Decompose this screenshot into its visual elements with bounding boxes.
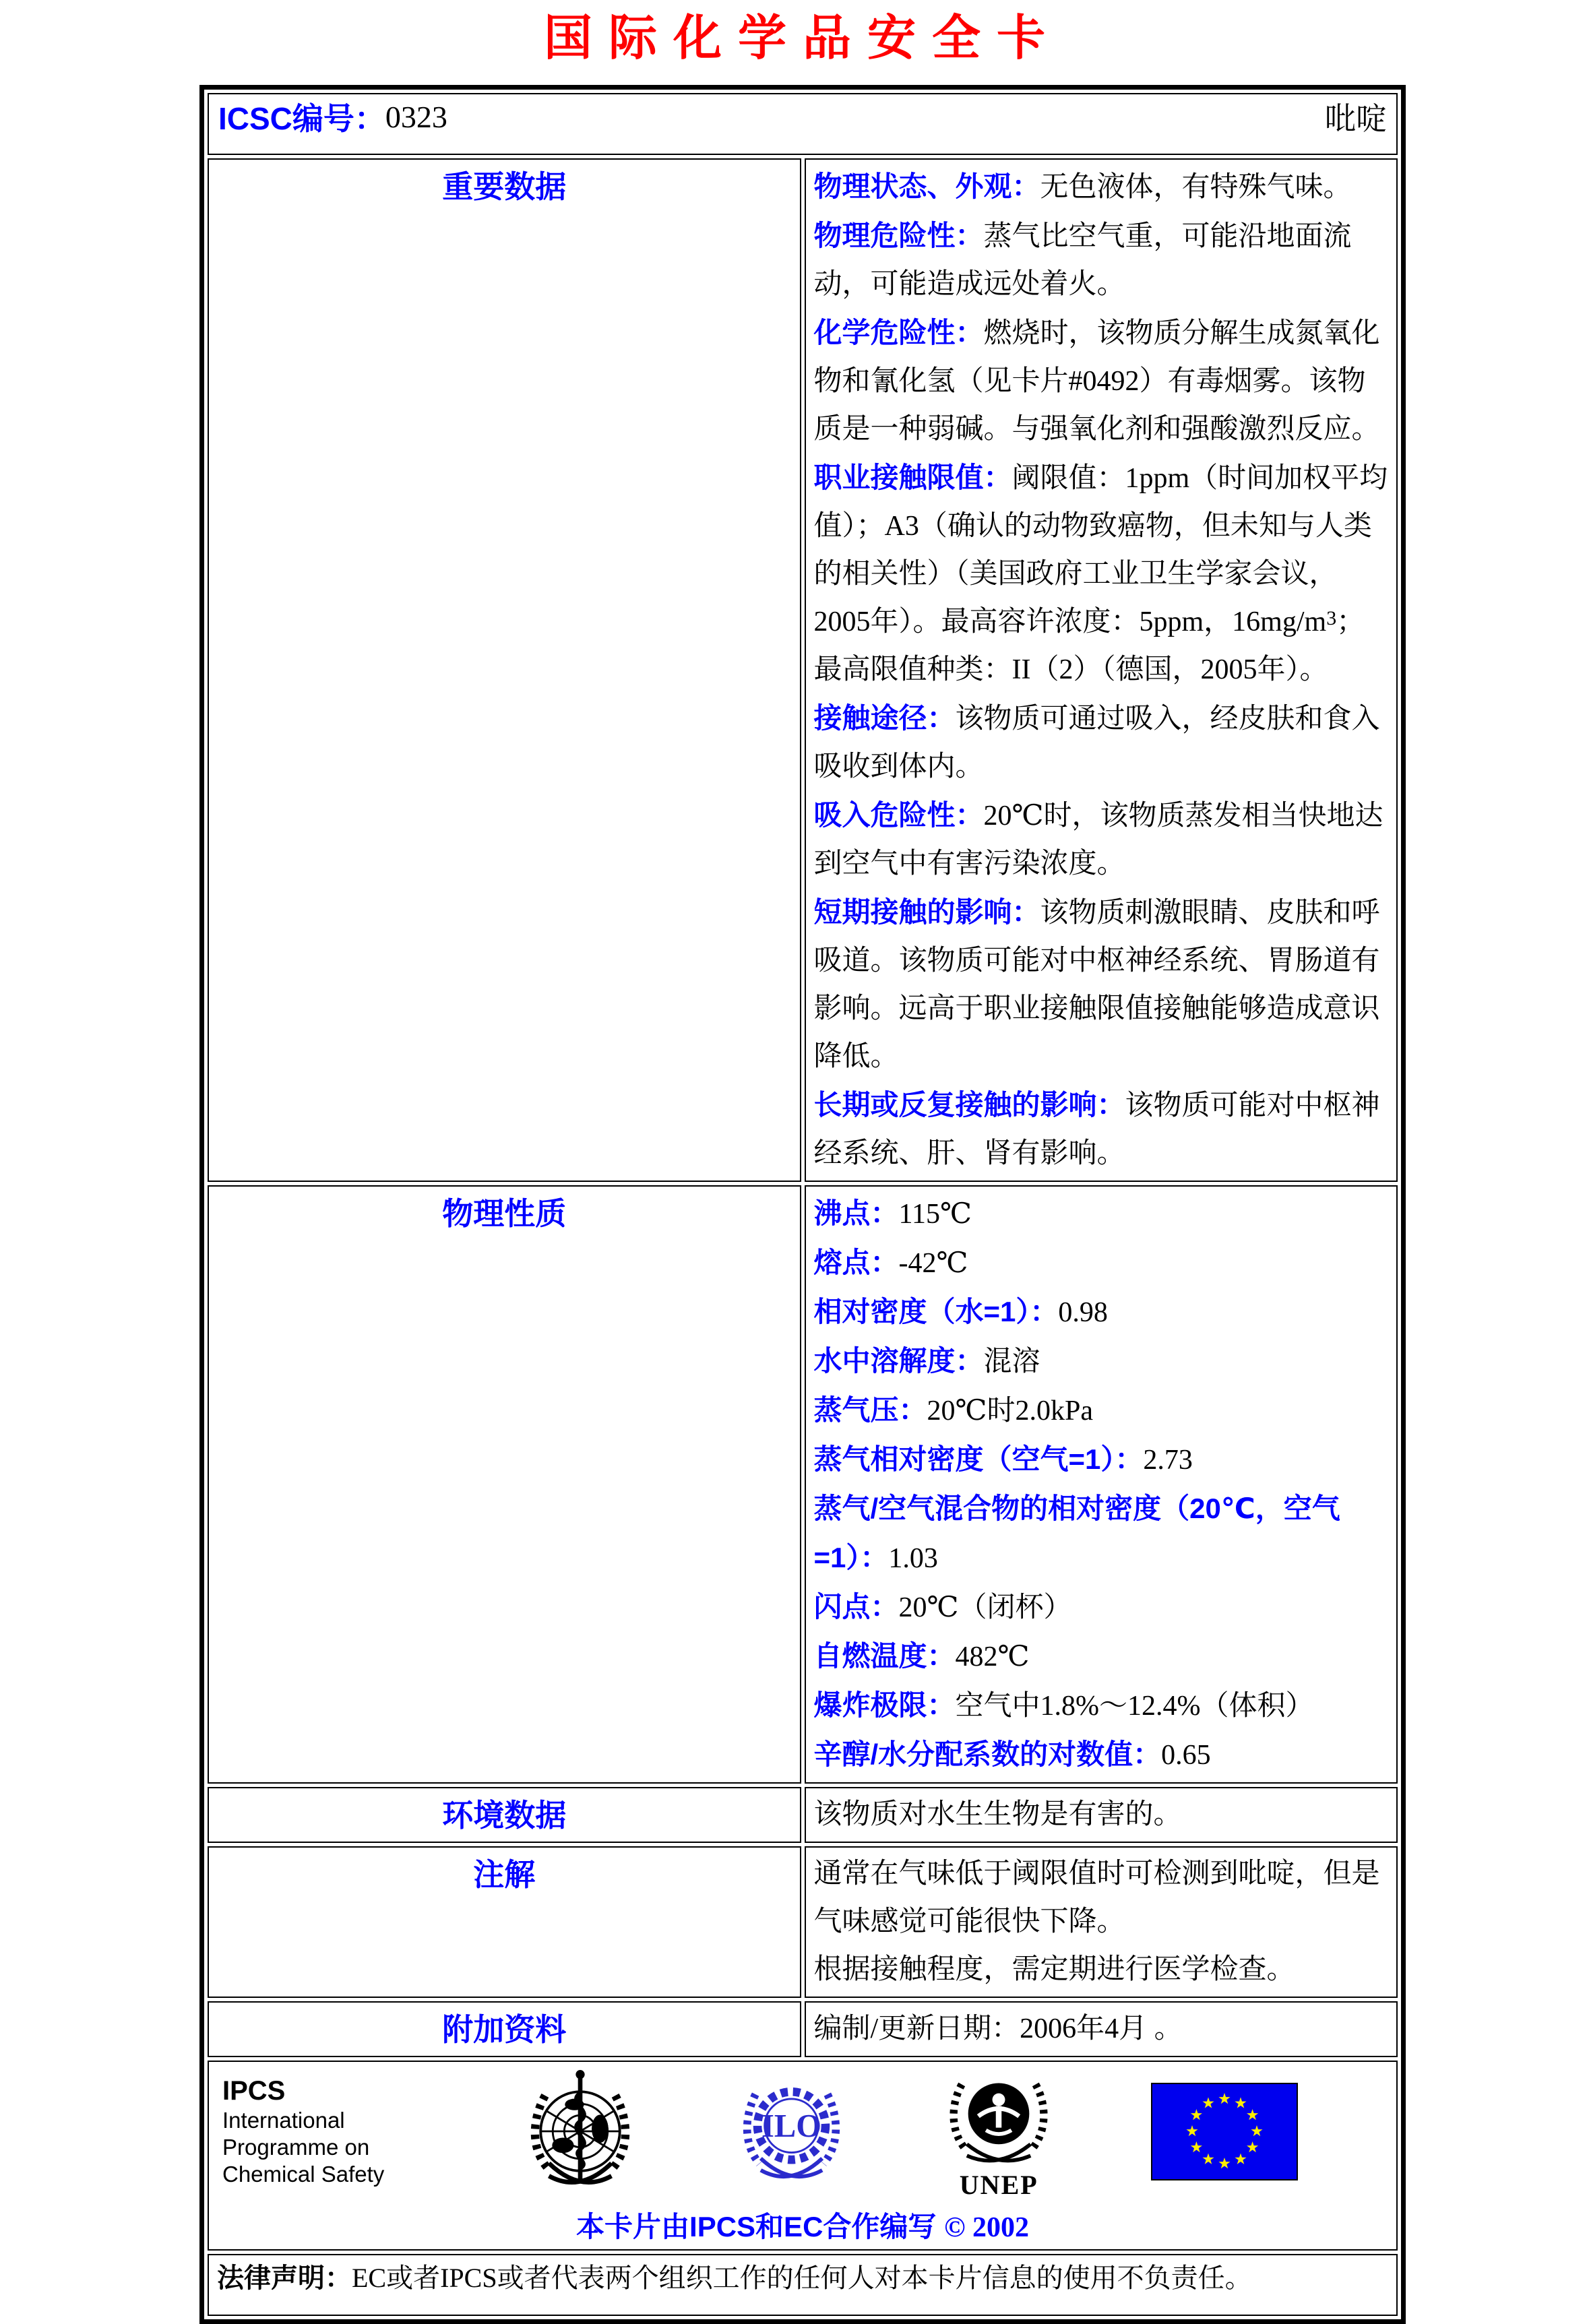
field-boiling-point: 沸点：115℃ [813,1197,972,1230]
icsc-table [199,85,1406,2324]
field-short-term-effects: 短期接触的影响：该物质刺激眼睛、皮肤和呼吸道。该物质可能对中枢神经系统、胃肠道有影响。远高于职业接触限值接触能够造成意识降低。 [813,896,1380,1073]
unep-logo-icon [941,2064,1056,2172]
row-label-environmental-data: 环境数据 [208,1787,801,1843]
icsc-number-value: 0323 [385,99,447,134]
environmental-data-text: 该物质对水生生物是有害的。 [813,1799,1182,1831]
field-auto-ignition-temperature: 自燃温度：482℃ [813,1640,1030,1673]
header-row [208,93,1398,155]
field-vapour-relative-density: 蒸气相对密度（空气=1）：2.73 [813,1443,1193,1476]
field-vapour-pressure: 蒸气压：20℃时2.0kPa [813,1394,1093,1427]
copyright-text: © 2002 [944,2212,1029,2244]
field-melting-point: 熔点：-42℃ [813,1247,968,1280]
unep-logo [941,2064,1056,2199]
ilo-logo [736,2071,847,2192]
field-physical-state-appearance: 物理状态、外观：无色液体，有特殊气味。 [813,170,1352,203]
logos-strip [220,2067,1386,2201]
field-inhalation-risk: 吸入危险性：20℃时，该物质蒸发相当快地达到空气中有害污染浓度。 [813,799,1383,880]
icsc-number-group [218,94,447,139]
additional-info-text: 编制/更新日期：2006年4月 。 [813,2013,1183,2045]
who-logo [520,2067,641,2195]
legal-label: 法律声明： [217,2263,352,2294]
chemical-name: 吡啶 [1325,102,1387,137]
field-flash-point: 闪点：20℃（闭杯） [813,1591,1072,1624]
field-explosive-limits: 爆炸极限：空气中1.8%～12.4%（体积） [813,1689,1314,1722]
important-data-row [208,158,1398,1182]
legal-text: EC或者IPCS或者代表两个组织工作的任何人对本卡片信息的使用不负责任。 [352,2263,1252,2294]
field-occupational-exposure-limits: 职业接触限值：阈限值：1ppm（时间加权平均值）；A3（确认的动物致癌物，但未知与人类的相关性）（美国政府工业卫生学家会议，2005年）。最高容许浓度：5ppm，$16mg/m^3$；最高限值种类：II（2）（德国，2005年）。 [813,462,1388,686]
notes-line-1: 通常在气味低于阈限值时可检测到吡啶，但是气味感觉可能很快下降。 [813,1858,1380,1938]
notes-row [208,1846,1398,1998]
superscript-3: 3 [1326,607,1337,630]
field-long-term-effects: 长期或反复接触的影响：该物质可能对中枢神经系统、肝、肾有影响。 [813,1089,1380,1170]
row-label-additional-info: 附加资料 [208,2001,801,2057]
field-physical-dangers: 物理危险性：蒸气比空气重，可能沿地面流动，可能造成远处着火。 [813,220,1352,301]
unep-letters: UNEP [959,2170,1038,2201]
field-routes-of-exposure: 接触途径：该物质可通过吸入，经皮肤和食入吸收到体内。 [813,702,1380,783]
ilo-logo-icon [736,2071,847,2192]
legal-row [208,2254,1398,2316]
field-water-solubility: 水中溶解度：混溶 [813,1345,1040,1378]
credit-text: 本卡片由IPCS和EC合作编写 [576,2211,937,2243]
page-title: 国际化学品安全卡 [543,11,1061,65]
field-vapour-air-mixture-density: 蒸气/空气混合物的相对密度（20℃，空气=1）：1.03 [813,1493,1340,1575]
physical-properties-row [208,1185,1398,1784]
eu-flag-icon [1151,2083,1298,2180]
field-relative-density: 相对密度（水=1）：0.98 [813,1296,1108,1329]
eu-flag [1151,2083,1298,2180]
row-label-important-data: 重要数据 [208,158,801,1182]
row-label-notes: 注解 [208,1846,801,1998]
who-logo-icon [520,2067,641,2195]
ipcs-text-block: IPCS International Programme on Chemical Safety [222,2075,425,2188]
field-chemical-dangers: 化学危险性：燃烧时，该物质分解生成氮氧化物和氰化氢（见卡片#0492）有毒烟雾。该物质是一种弱碱。与强氧化剂和强酸激烈反应。 [813,317,1380,445]
credit-line [220,2205,1386,2245]
ilo-letters: ILO [761,2108,821,2145]
row-label-physical-properties: 物理性质 [208,1185,801,1784]
icsc-card-page [0,9,1587,2294]
ipcs-title: IPCS [222,2076,286,2106]
environmental-data-row [208,1787,1398,1843]
logos-row [208,2061,1398,2251]
field-octanol-water-partition: 辛醇/水分配系数的对数值：0.65 [813,1738,1211,1771]
icsc-number-label: ICSC编号： [218,101,385,137]
additional-info-row [208,2001,1398,2057]
notes-line-2: 根据接触程度，需定期进行医学检查。 [813,1954,1295,1986]
